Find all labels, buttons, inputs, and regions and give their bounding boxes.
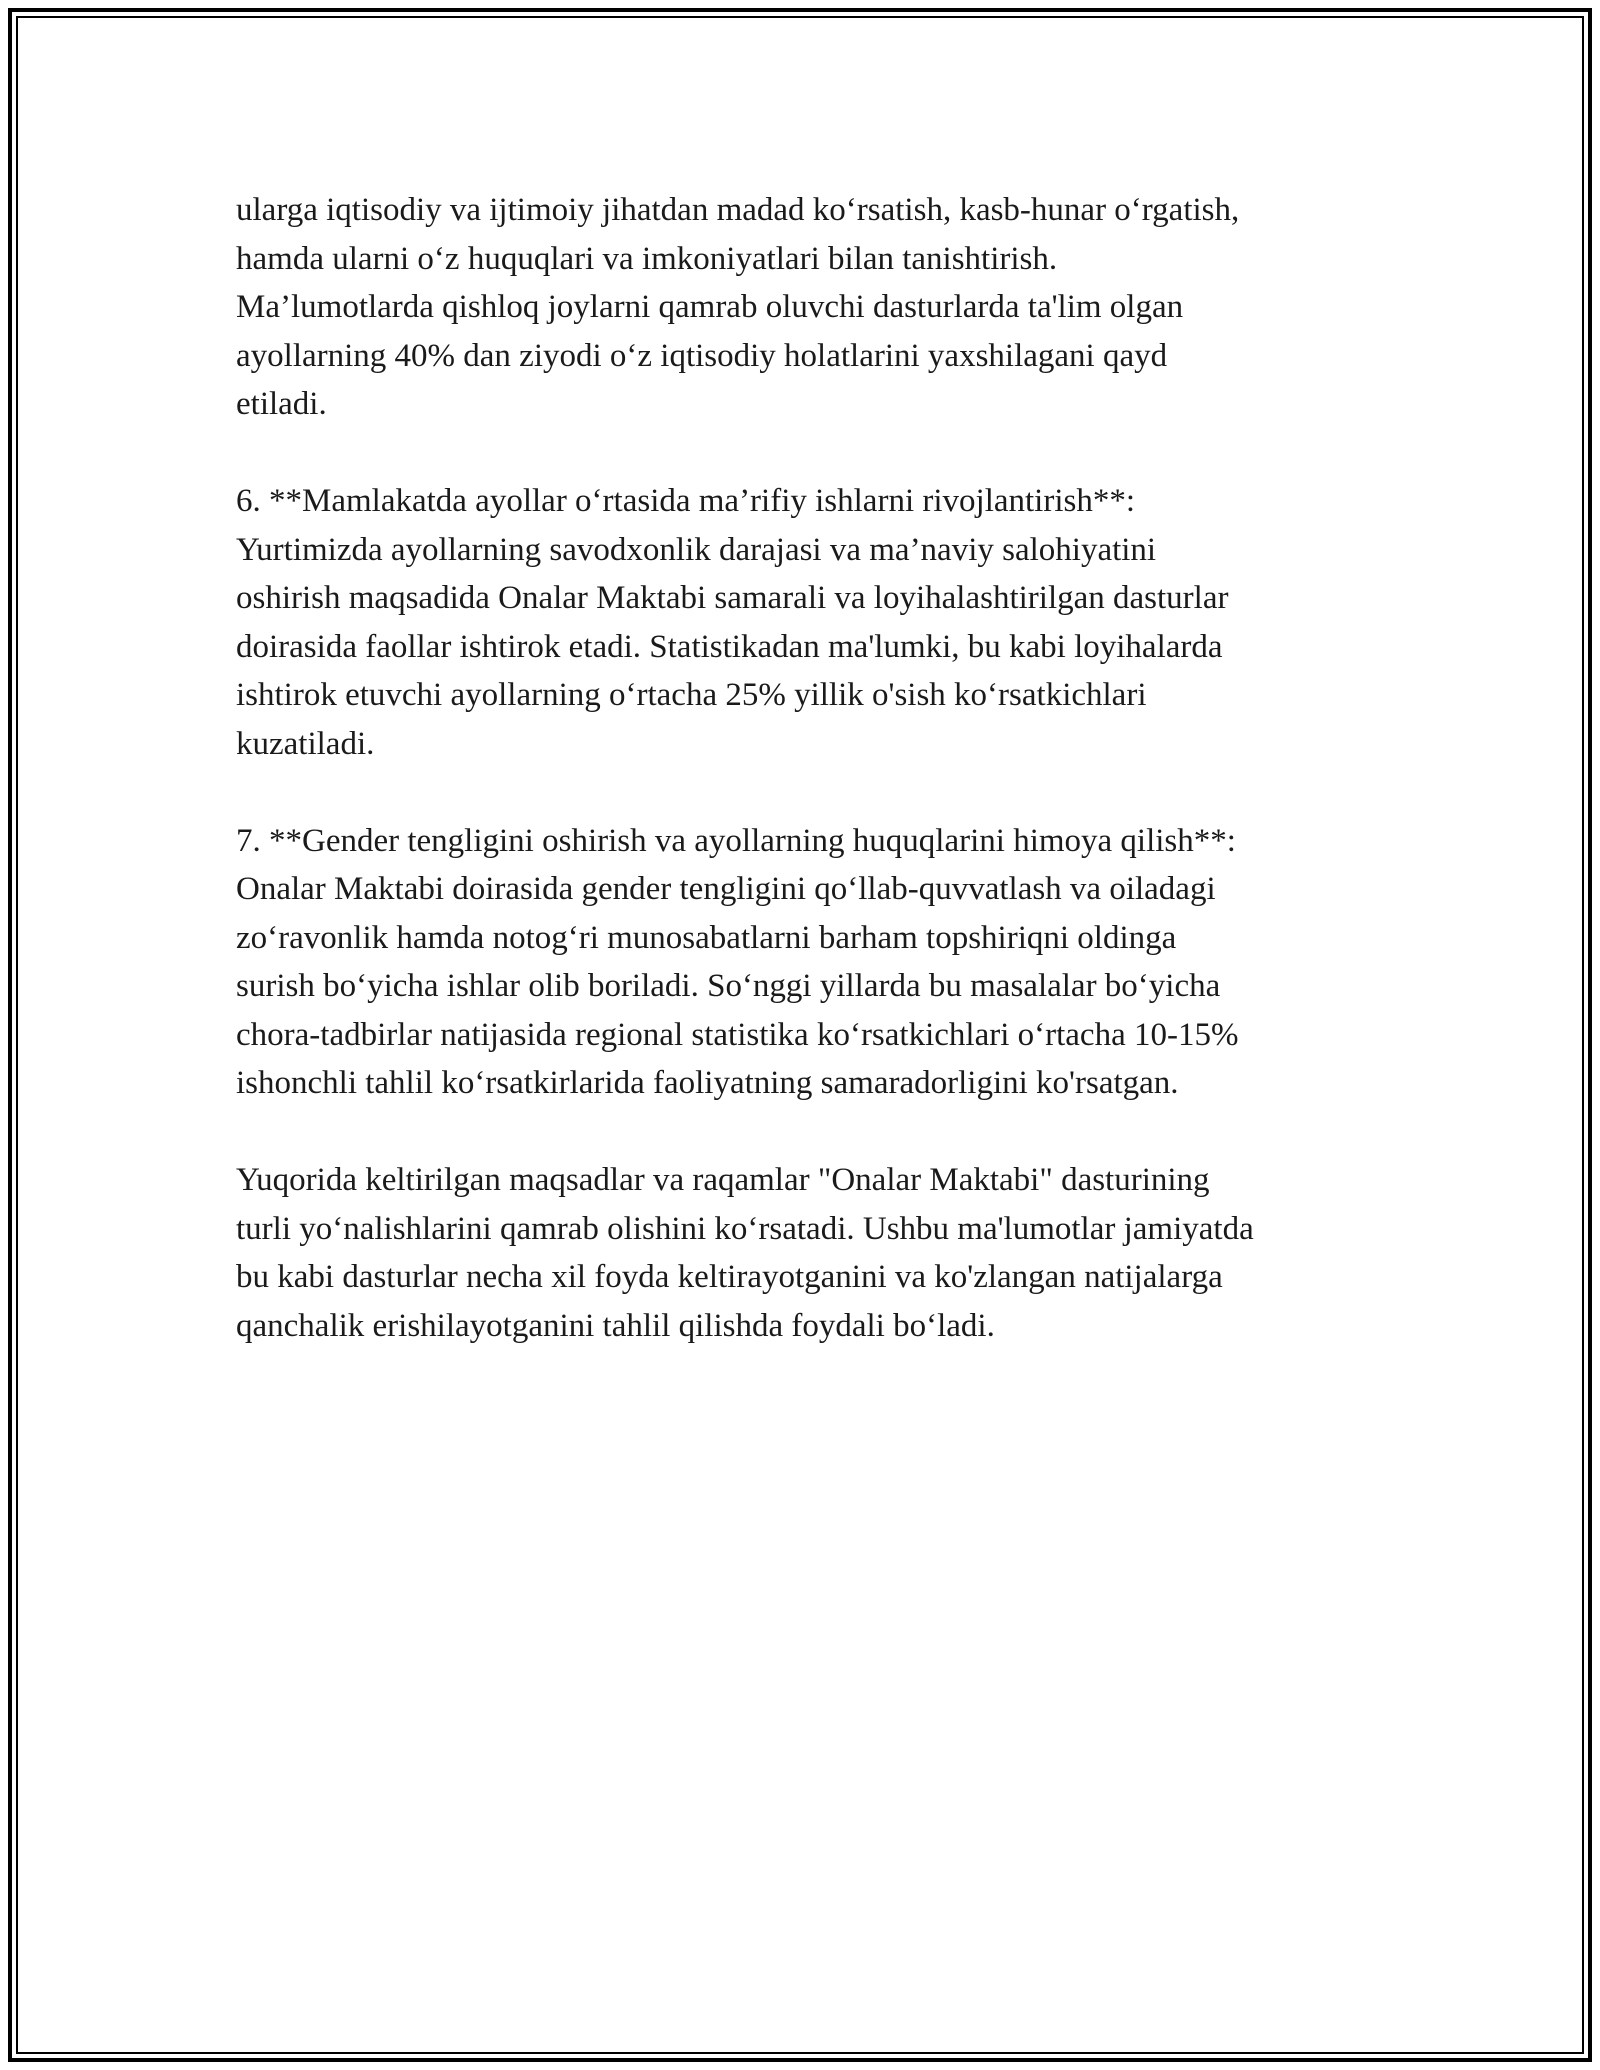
text-line: Onalar Maktabi doirasida gender tengligini qoʻllab-quvvatlash va oiladagi: [236, 871, 1216, 907]
text-line: doirasida faollar ishtirok etadi. Statistikadan ma'lumki, bu kabi loyihalarda: [236, 628, 1223, 665]
text-line: Yuqorida keltirilgan maqsadlar va raqamlar "Onalar Maktabi" dasturining: [236, 1162, 1210, 1198]
text-line: kuzatiladi.: [236, 725, 375, 762]
text-line: surish boʻyicha ishlar olib boriladi. Soʻnggi yillarda bu masalalar boʻyicha: [236, 968, 1221, 1004]
paragraph-intro-continuation: [236, 186, 1376, 429]
text-line: Yurtimizda ayollarning savodxonlik darajasi va ma’naviy salohiyatini: [236, 531, 1157, 568]
text-line: ishtirok etuvchi ayollarning oʻrtacha 25% yillik o'sish koʻrsatkichlari: [236, 677, 1147, 713]
paragraph-item-6: [236, 477, 1376, 768]
text-line: ularga iqtisodiy va ijtimoiy jihatdan madad koʻrsatish, kasb-hunar oʻrgatish,: [236, 192, 1240, 228]
text-line: bu kabi dasturlar necha xil foyda keltirayotganini va ko'zlangan natijalarga: [236, 1259, 1223, 1295]
text-line: ishonchli tahlil koʻrsatkirlarida faoliyatning samaradorligini ko'rsatgan.: [236, 1065, 1179, 1101]
text-line: oshirish maqsadida Onalar Maktabi samarali va loyihalashtirilgan dasturlar: [236, 580, 1229, 616]
text-line: qanchalik erishilayotganini tahlil qilishda foydali boʻladi.: [236, 1307, 995, 1344]
text-line: hamda ularni oʻz huquqlari va imkoniyatlari bilan tanishtirish.: [236, 240, 1058, 277]
text-line: etiladi.: [236, 386, 327, 422]
text-line: turli yoʻnalishlarini qamrab olishini koʻrsatadi. Ushbu ma'lumotlar jamiyatda: [236, 1210, 1254, 1247]
text-line: Ma’lumotlarda qishloq joylarni qamrab oluvchi dasturlarda ta'lim olgan: [236, 289, 1184, 325]
text-line: 7. **Gender tengligini oshirish va ayollarning huquqlarini himoya qilish**:: [236, 822, 1236, 859]
text-line: zoʻravonlik hamda notogʻri munosabatlarni barham topshiriqni oldinga: [236, 919, 1177, 956]
text-line: 6. **Mamlakatda ayollar oʻrtasida ma’rifiy ishlarni rivojlantirish**:: [236, 483, 1136, 519]
text-line: ayollarning 40% dan ziyodi oʻz iqtisodiy holatlarini yaxshilagani qayd: [236, 337, 1168, 374]
paragraph-conclusion: [236, 1156, 1376, 1350]
paragraph-item-7: [236, 817, 1376, 1108]
document-body: [236, 186, 1376, 1399]
text-line: chora-tadbirlar natijasida regional statistika koʻrsatkichlari oʻrtacha 10-15%: [236, 1016, 1239, 1053]
